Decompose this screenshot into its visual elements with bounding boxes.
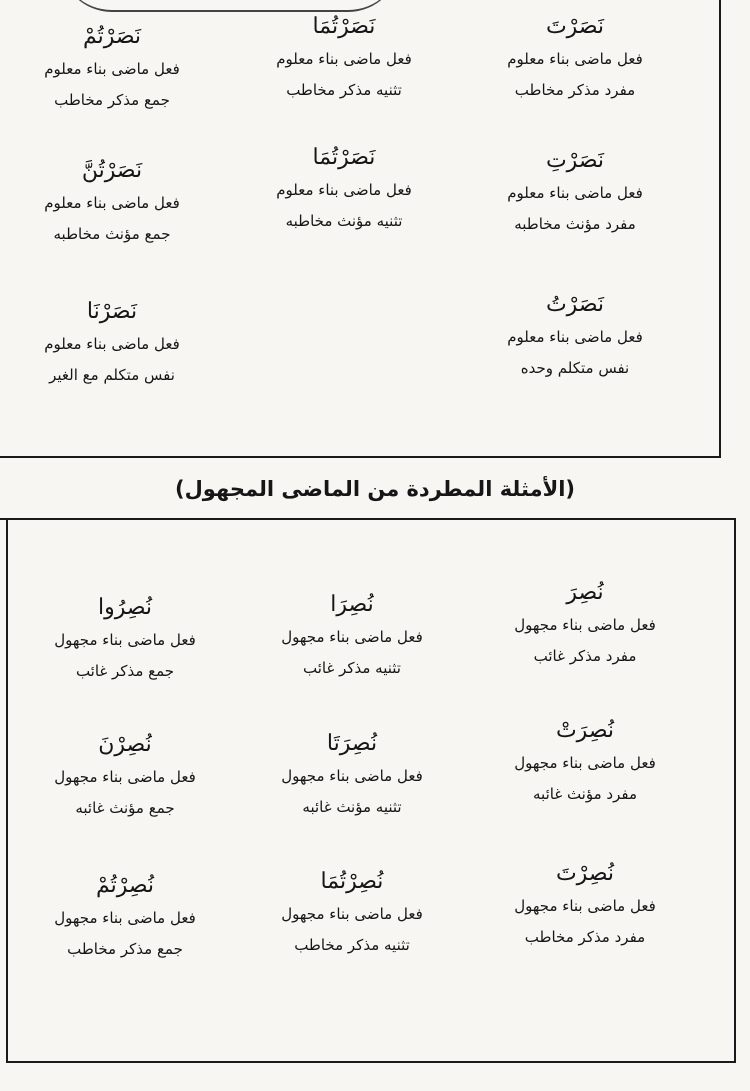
conjugation-cell: [0, 156, 227, 250]
verb-person: مفرد مذکر مخاطب: [524, 928, 646, 946]
verb-person: تثنیه مؤنث غائبه: [302, 798, 402, 816]
conjugation-cell: [229, 143, 459, 237]
verb-form: نَصَرْتُمَا: [312, 145, 376, 170]
verb-form: نُصِرْنَ: [98, 732, 152, 757]
conjugation-cell: [460, 146, 690, 240]
verb-description: فعل ماضی بناء مجهول: [54, 909, 196, 927]
verb-person: جمع مذکر مخاطب: [67, 940, 183, 958]
verb-description: فعل ماضی بناء مجهول: [281, 628, 423, 646]
page-curve-decoration: [60, 0, 400, 12]
verb-description: فعل ماضی بناء معلوم: [44, 194, 180, 212]
verb-description: فعل ماضی بناء مجهول: [514, 754, 656, 772]
verb-description: فعل ماضی بناء مجهول: [54, 768, 196, 786]
conjugation-cell: [237, 590, 467, 684]
conjugation-cell: [470, 859, 700, 953]
verb-person: مفرد مذکر غائب: [533, 647, 637, 665]
verb-person: مفرد مذکر مخاطب: [514, 81, 636, 99]
verb-form: نُصِرُوا: [97, 595, 153, 620]
verb-form: نَصَرْتُمْ: [82, 24, 142, 49]
conjugation-cell: [0, 297, 227, 391]
verb-person: تثنیه مؤنث مخاطبه: [285, 212, 403, 230]
conjugation-cell: [0, 22, 227, 116]
conjugation-cell: [470, 716, 700, 810]
frame-line-right: [719, 0, 721, 458]
verb-form: نُصِرَ: [566, 580, 604, 605]
conjugation-cell: [10, 593, 240, 687]
conjugation-cell: [10, 730, 240, 824]
verb-description: فعل ماضی بناء معلوم: [507, 50, 643, 68]
verb-form: نَصَرْتَ: [545, 14, 605, 39]
verb-person: مفرد مؤنث غائبه: [533, 785, 637, 803]
verb-form: نُصِرَتْ: [555, 718, 615, 743]
frame-line-bottom: [6, 1061, 736, 1063]
conjugation-cell: [460, 290, 690, 384]
frame-line-left: [6, 518, 8, 1063]
verb-form: نُصِرَا: [330, 592, 374, 617]
verb-person: تثنیه مذکر غائب: [303, 659, 401, 677]
conjugation-cell: [460, 12, 690, 106]
verb-description: فعل ماضی بناء مجهول: [281, 767, 423, 785]
verb-person: نفس متکلم مع الغیر: [49, 366, 175, 384]
conjugation-cell: [10, 871, 240, 965]
verb-form: نَصَرْتُمَا: [312, 14, 376, 39]
verb-description: فعل ماضی بناء مجهول: [281, 905, 423, 923]
conjugation-cell: [229, 12, 459, 106]
verb-person: مفرد مؤنث مخاطبه: [514, 215, 636, 233]
verb-form: نُصِرَتَا: [326, 731, 378, 756]
verb-description: فعل ماضی بناء معلوم: [44, 60, 180, 78]
verb-form: نَصَرْتُ: [545, 292, 605, 317]
conjugation-cell: [470, 578, 700, 672]
verb-form: نَصَرْنَا: [86, 299, 138, 324]
verb-person: تثنیه مذکر مخاطب: [286, 81, 402, 99]
verb-person: نفس متکلم وحده: [520, 359, 630, 377]
verb-description: فعل ماضی بناء معلوم: [276, 181, 412, 199]
verb-person: جمع مذکر مخاطب: [54, 91, 170, 109]
verb-description: فعل ماضی بناء مجهول: [514, 897, 656, 915]
verb-person: جمع مؤنث غائبه: [75, 799, 175, 817]
conjugation-cell: [237, 867, 467, 961]
verb-person: تثنیه مذکر مخاطب: [294, 936, 410, 954]
verb-form: نَصَرْتِ: [545, 148, 605, 173]
verb-person: جمع مؤنث مخاطبه: [53, 225, 171, 243]
section-heading-banner: [0, 458, 750, 520]
frame-line-right-lower: [734, 518, 736, 1063]
verb-description: فعل ماضی بناء معلوم: [44, 335, 180, 353]
section-heading: (الأمثلة المطردة من الماضی المجهول): [174, 477, 576, 501]
verb-form: نُصِرْتَ: [555, 861, 615, 886]
verb-person: جمع مذکر غائب: [75, 662, 175, 680]
verb-description: فعل ماضی بناء معلوم: [276, 50, 412, 68]
verb-form: نُصِرْتُمْ: [95, 873, 155, 898]
verb-form: نُصِرْتُمَا: [320, 869, 384, 894]
verb-description: فعل ماضی بناء مجهول: [54, 631, 196, 649]
verb-description: فعل ماضی بناء معلوم: [507, 184, 643, 202]
verb-description: فعل ماضی بناء معلوم: [507, 328, 643, 346]
verb-form: نَصَرْتُنَّ: [81, 158, 143, 183]
verb-description: فعل ماضی بناء مجهول: [514, 616, 656, 634]
conjugation-cell: [237, 729, 467, 823]
